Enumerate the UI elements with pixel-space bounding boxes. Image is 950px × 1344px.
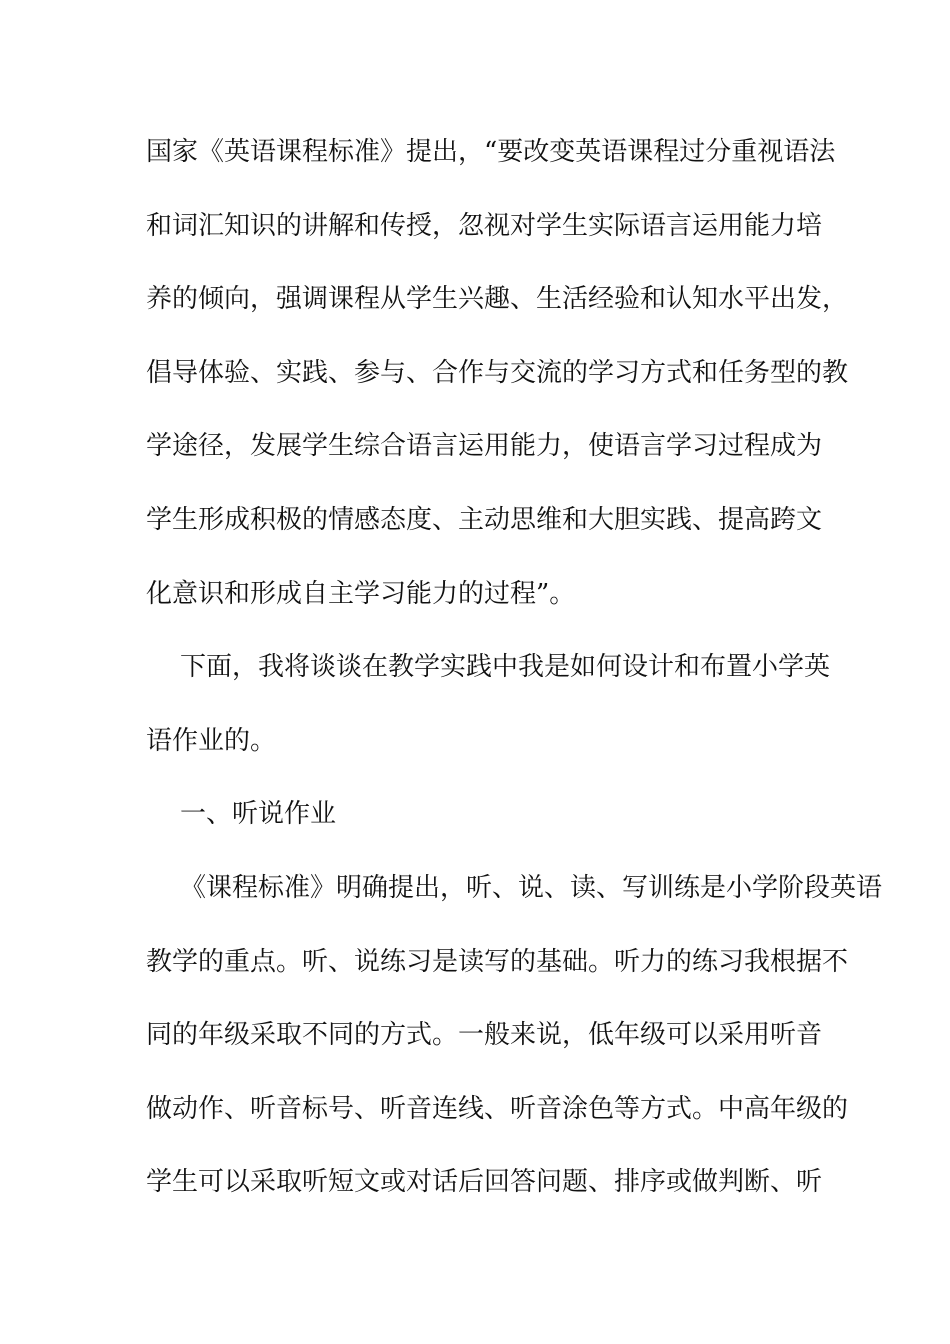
text-line: 国家《英语课程标准》提出，“要改变英语课程过分重视语法: [146, 137, 836, 167]
text-line: 教学的重点。听、说练习是读写的基础。听力的练习我根据不: [146, 946, 849, 977]
text-line: 和词汇知识的讲解和传授，忽视对学生实际语言运用能力培: [146, 210, 823, 241]
section-heading: 一、听说作业: [180, 799, 337, 830]
text-line: 学生形成积极的情感态度、主动思维和大胆实践、提高跨文: [146, 504, 823, 535]
text-line: 《课程标准》明确提出，听、说、读、写训练是小学阶段英语: [180, 872, 883, 903]
text-line: 下面，我将谈谈在教学实践中我是如何设计和布置小学英: [180, 652, 831, 683]
text-line: 倡导体验、实践、参与、合作与交流的学习方式和任务型的教: [146, 357, 849, 388]
text-line: 化意识和形成自主学习能力的过程”。: [146, 578, 576, 609]
text-line: 同的年级采取不同的方式。一般来说，低年级可以采用听音: [146, 1020, 823, 1051]
text-line: 养的倾向，强调课程从学生兴趣、生活经验和认知水平出发，: [146, 284, 849, 315]
text-line: 语作业的。: [146, 725, 277, 756]
text-line: 学生可以采取听短文或对话后回答问题、排序或做判断、听: [146, 1167, 823, 1198]
text-line: 学途径，发展学生综合语言运用能力，使语言学习过程成为: [146, 431, 823, 462]
document-body: [146, 126, 883, 1230]
text-line: 做动作、听音标号、听音连线、听音涂色等方式。中高年级的: [146, 1093, 849, 1124]
